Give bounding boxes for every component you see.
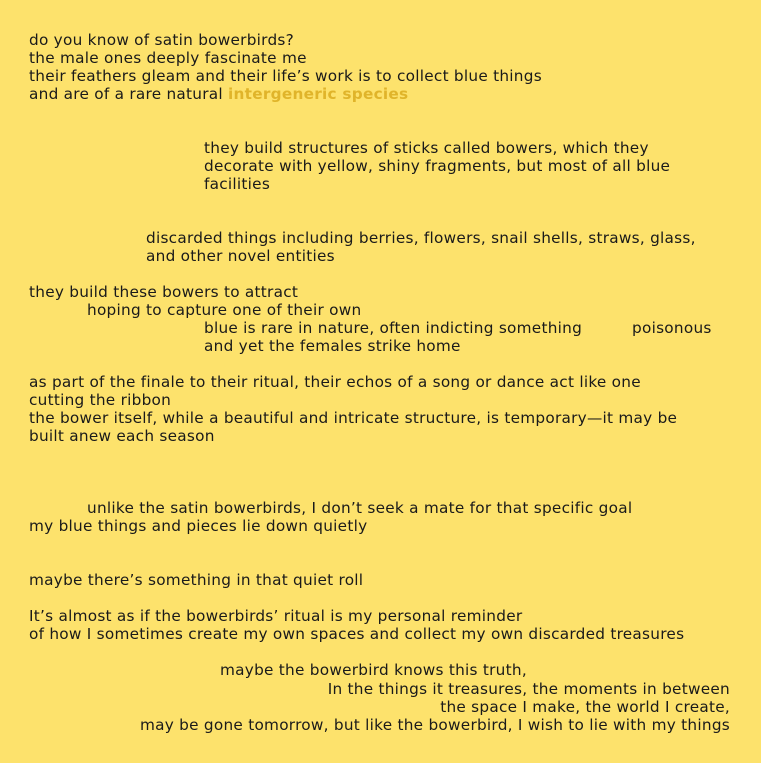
highlighted-phrase: intergeneric species — [228, 85, 409, 103]
poem-line: decorate with yellow, shiny fragments, but most of all blue — [204, 157, 671, 175]
poem-line: In the things it treasures, the moments in between — [327, 680, 730, 698]
poem-line: It’s almost as if the bowerbirds’ ritual is my personal reminder — [29, 607, 523, 625]
poem-line: and other novel entities — [146, 247, 335, 265]
poem-line: of how I sometimes create my own spaces and collect my own discarded treasures — [29, 625, 685, 643]
poem-line: may be gone tomorrow, but like the bowerbird, I wish to lie with my things — [139, 716, 730, 734]
poem-line: do you know of satin bowerbirds? — [29, 31, 294, 49]
poem-line: maybe the bowerbird knows this truth, — [220, 661, 527, 679]
poem-line: my blue things and pieces lie down quietly — [29, 517, 368, 535]
poem-word: poisonous — [632, 319, 712, 337]
poem-line: unlike the satin bowerbirds, I don’t seek a mate for that specific goal — [87, 499, 633, 517]
poem-line: cutting the ribbon — [29, 391, 172, 409]
poem-line: the space I make, the world I create, — [440, 698, 730, 716]
poem-line — [29, 85, 408, 103]
poem-line: as part of the finale to their ritual, their echos of a song or dance act like one — [29, 373, 641, 391]
poem-line: the bower itself, while a beautiful and intricate structure, is temporary—it may be — [29, 409, 678, 427]
poem-line: facilities — [204, 175, 271, 193]
poem-line: discarded things including berries, flowers, snail shells, straws, glass, — [146, 229, 696, 247]
poem-line: hoping to capture one of their own — [87, 301, 362, 319]
poem-line: maybe there’s something in that quiet roll — [29, 571, 364, 589]
poem-line: and yet the females strike home — [204, 337, 461, 355]
poem-line: blue is rare in nature, often indicting something — [204, 319, 583, 337]
poem-line: the male ones deeply fascinate me — [29, 49, 307, 67]
poem-line-text: and are of a rare natural — [29, 85, 229, 103]
poem-line: their feathers gleam and their life’s work is to collect blue things — [29, 67, 542, 85]
poem-line: they build these bowers to attract — [29, 283, 299, 301]
poem-line: they build structures of sticks called bowers, which they — [204, 139, 649, 157]
poem-line: built anew each season — [29, 427, 215, 445]
